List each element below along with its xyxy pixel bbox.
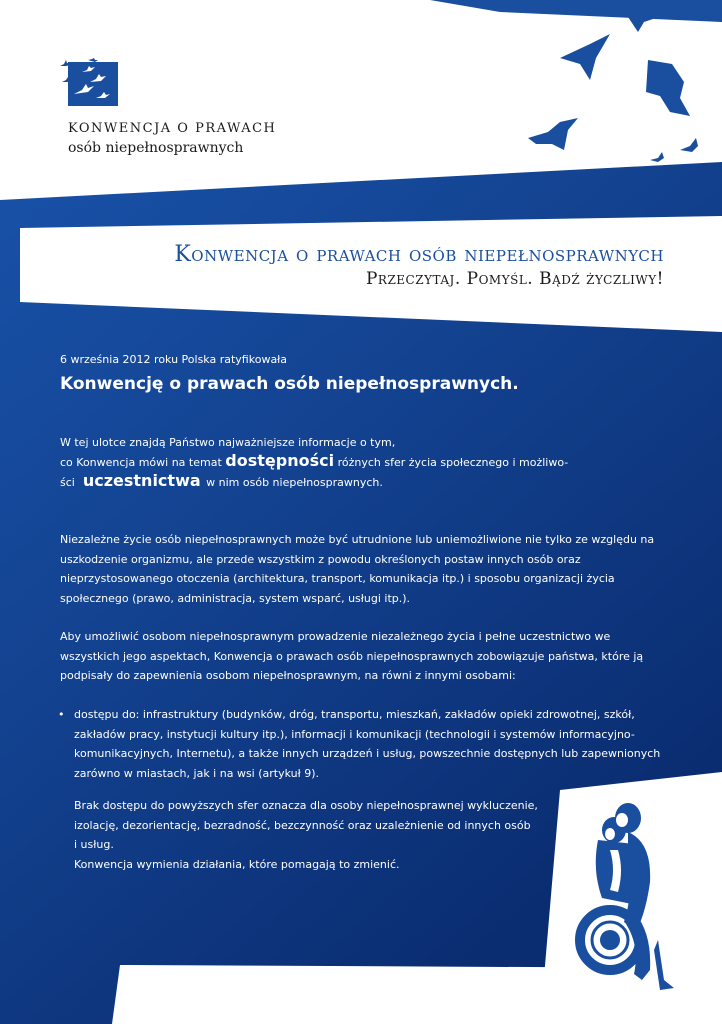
para3-line-2: izolację, dezorientację, bezradność, bezczynność oraz uzależnienie od innych osób [74,818,531,832]
intro-line-3 [60,472,620,492]
subtitle: Przeczytaj. Pomyśl. Bądź życzliwy! [365,269,664,289]
intro-line-2 [60,452,620,472]
word-accessibility: dostępności [225,451,335,470]
intro-line-1: W tej ulotce znajdą Państwo najważniejsze informacje o tym, [60,436,396,449]
paragraph-independent-life: Niezależne życie osób niepełnosprawnych może być utrudnione lub uniemożliwione nie tylko ze względu na uszkodzenie organizmu, ale przede wszystkim z powodu określonych postaw innych osób oraz nieprzystosowanego otoczenia (architektura, transport, komunikacja itp.) i sposobu organizacji życia społecznego (prawo, administracja, system wsparć, usługi itp.). [60,533,655,605]
intro-line-3-post: w nim osób niepełnosprawnych. [206,476,383,489]
word-participation: uczestnictwa [82,471,201,490]
dove-flock-icon [60,58,118,106]
intro-paragraph [60,434,620,492]
logo-text [68,120,276,157]
couple-wheelchair-icon [570,790,702,1000]
bullet-icon: • [58,708,65,721]
list-item [60,705,670,783]
content-heading: Konwencję o prawach osób niepełnosprawnych. [60,374,519,394]
para3-line-3: i usług. [74,838,114,851]
para3-line-4: Konwencja wymienia działania, które pomagają to zmienić. [74,857,400,871]
paragraph-obligations: Aby umożliwić osobom niepełnosprawnym prowadzenie niezależnego życia i pełne uczestnictwo we wszystkich jego aspektach, Konwencja o prawach osób niepełnosprawnych zobowiązuje państwa, które ją podpisały do zapewnienia osobom niepełnosprawnym, na równi z innymi osobami: [60,630,644,682]
intro-line-2-pre: co Konwencja mówi na temat [60,456,222,469]
intro-line-2-post: różnych sfer życia społecznego i możliwo- [337,456,569,469]
logo-line-2: osób niepełnosprawnych [68,140,244,156]
main-title: Konwencja o prawach osób niepełnosprawnych [174,242,664,267]
intro-line-3-pre: ści [60,476,75,489]
logo-line-1: KONWENCJA O PRAWACH [68,121,277,136]
bullet-text: dostępu do: infrastruktury (budynków, dróg, transportu, mieszkań, zakładów opieki zdrowotnej, szkół, zakładów pracy, instytucji kultury itp.), informacji i komunikacji (technologii i systemów informacyjno-komunikacyjnych, Internetu), a także innych urządzeń i usług, powszechnie dostępnych lub zapewnionych zarówno w miastach, jak i na wsi (artykuł 9). [74,708,661,780]
date-line: 6 września 2012 roku Polska ratyfikowała [60,353,288,366]
paragraph-consequences [74,796,574,874]
para3-line-1: Brak dostępu do powyższych sfer oznacza dla osoby niepełnosprawnej wykluczenie, [74,799,538,812]
